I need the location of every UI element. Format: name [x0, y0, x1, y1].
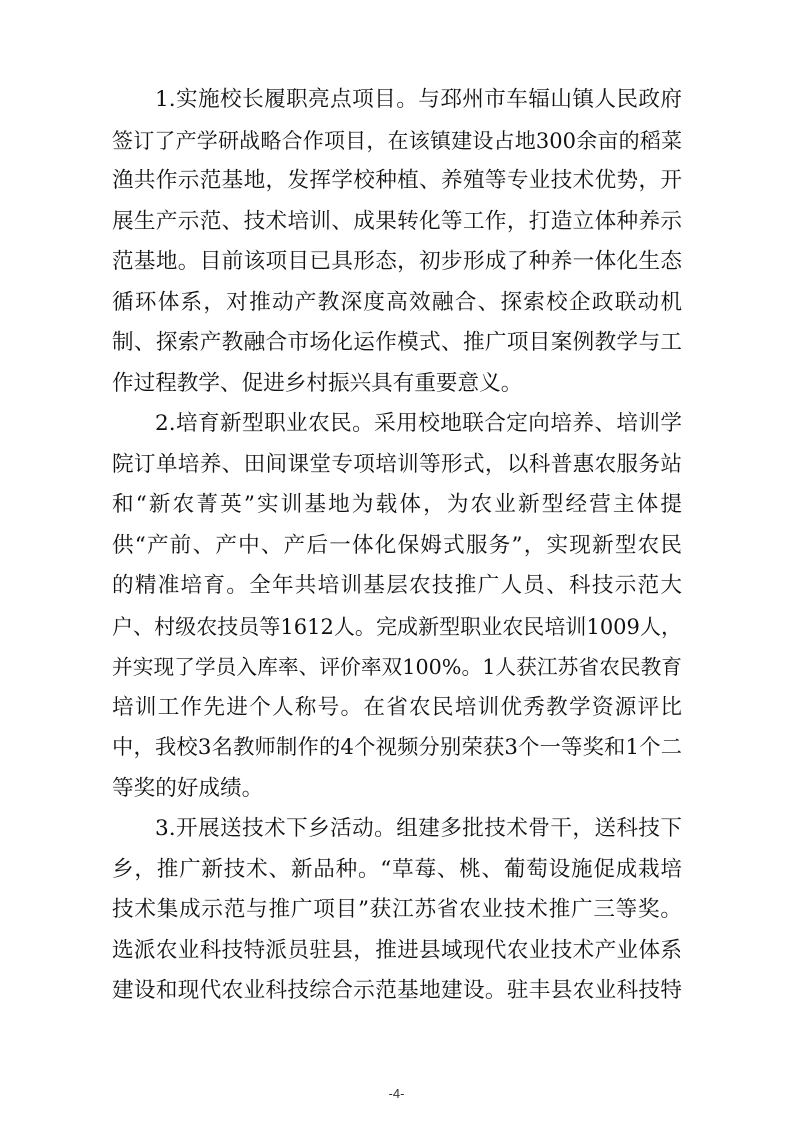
text-line: 并实现了学员入库率、评价率双100%。1人获江苏省农民教育 — [112, 655, 682, 679]
text-line: 户、村级农技员等1612人。完成新型职业农民培训1009人， — [112, 614, 682, 639]
document-body — [112, 80, 682, 1012]
text-line: 2.培育新型职业农民。采用校地联合定向培养、培训学 — [155, 411, 682, 436]
text-line: 供“产前、产中、产后一体化保姆式服务”，实现新型农民 — [112, 532, 682, 558]
text-line: 中，我校3名教师制作的4个视频分别荣获3个一等奖和1个二 — [112, 735, 682, 760]
text-line: 制、探索产教融合市场化运作模式、推广项目案例教学与工 — [112, 330, 682, 355]
page-number: -4- — [388, 1086, 405, 1101]
text-line: 展生产示范、技术培训、成果转化等工作，打造立体种养示 — [112, 208, 682, 234]
text-line: 1.实施校长履职亮点项目。与邳州市车辐山镇人民政府 — [155, 87, 682, 112]
text-line: 和“新农菁英”实训基地为载体，为农业新型经营主体提 — [112, 492, 682, 517]
text-line: 建设和现代农业科技综合示范基地建设。驻丰县农业科技特 — [112, 978, 682, 1003]
text-line: 作过程教学、促进乡村振兴具有重要意义。 — [112, 370, 523, 396]
text-line: 乡，推广新技术、新品种。“草莓、桃、葡萄设施促成栽培 — [112, 856, 682, 882]
paragraph-2 — [112, 404, 682, 809]
text-line: 等奖的好成绩。 — [112, 775, 264, 801]
text-line: 范基地。目前该项目已具形态，初步形成了种养一体化生态 — [112, 249, 682, 274]
text-line: 签订了产学研战略合作项目，在该镇建设占地300余亩的稻菜 — [112, 128, 682, 153]
text-line: 培训工作先进个人称号。在省农民培训优秀教学资源评比 — [112, 694, 682, 720]
text-line: 循环体系，对推动产教深度高效融合、探索校企政联动机 — [112, 289, 682, 315]
text-line: 3.开展送技术下乡活动。组建多批技术骨干，送科技下 — [155, 816, 682, 841]
text-line: 的精准培育。全年共培训基层农技推广人员、科技示范大 — [112, 573, 682, 598]
text-line: 渔共作示范基地，发挥学校种植、养殖等专业技术优势，开 — [112, 168, 682, 193]
paragraph-1 — [112, 80, 682, 404]
text-line: 选派农业科技特派员驻县，推进县域现代农业技术产业体系 — [112, 937, 682, 963]
text-line: 技术集成示范与推广项目”获江苏省农业技术推广三等奖。 — [112, 897, 682, 922]
paragraph-3 — [112, 809, 682, 1012]
text-line: 院订单培养、田间课堂专项培训等形式，以科普惠农服务站 — [112, 451, 682, 477]
